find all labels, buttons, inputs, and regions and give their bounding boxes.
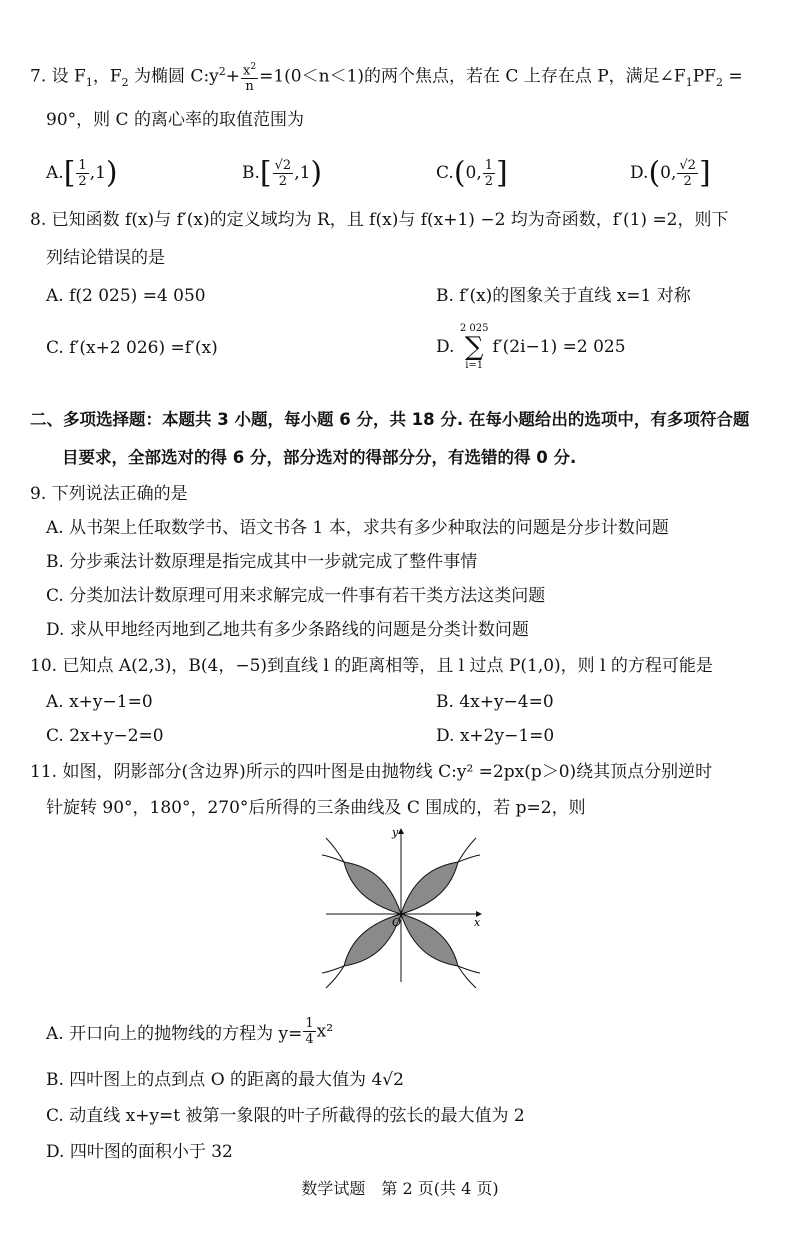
q10-option-b: B. 4x+y−4=0 — [436, 692, 554, 712]
q9-stem: 9. 下列说法正确的是 — [30, 484, 188, 504]
q8-option-c: C. f′(x+2 026) =f′(x) — [46, 338, 218, 358]
q9-option-b: B. 分步乘法计数原理是指完成其中一步就完成了整件事情 — [46, 552, 478, 572]
q7-option-b: B.[ $\frac{√2}{2}$ ,1) — [242, 155, 323, 191]
q8-option-a: A. f(2 025) =4 050 — [46, 286, 206, 306]
q11-option-b: B. 四叶图上的点到点 O 的距离的最大值为 4√2 — [46, 1070, 404, 1090]
q11-line2: 针旋转 90°，180°，270°后所得的三条曲线及 C 围成的，若 p=2，则 — [46, 798, 586, 818]
leaf-fourth-quadrant — [401, 914, 458, 966]
q11-line1: 11. 如图，阴影部分(含边界)所示的四叶图是由抛物线 C:y² =2px(p＞0)绕其顶点分别逆时 — [30, 762, 713, 782]
q11-option-a: A. 开口向上的抛物线的方程为 y= $\frac{1}{4}$ x² — [46, 1016, 334, 1047]
section2-heading-line2: 目要求，全部选对的得 6 分，部分选对的得部分分，有选错的得 0 分. — [62, 448, 577, 467]
origin-label: O — [392, 916, 402, 929]
q7-line1: 7. 设 $F_1$，$F_2$ 为椭圆 $C:y^2+$ $\frac{x^2}{n}$ =1(0＜n＜1)的两个焦点，若在 C 上存在点 P，满足$\angle F_1PF_2$ = — [30, 62, 743, 95]
q9-option-a: A. 从书架上任取数学书、语文书各 1 本，求共有多少种取法的问题是分步计数问题 — [46, 518, 669, 538]
q7-option-c: C.(0, $\frac{1}{2}$ ] — [436, 155, 508, 191]
y-axis-arrow — [398, 828, 404, 834]
q7-option-a: A.[ $\frac{1}{2}$ ,1) — [46, 155, 118, 191]
q7-text-e: PF — [692, 66, 716, 87]
q10-option-d: D. x+2y−1=0 — [436, 726, 555, 746]
q7-line2: 90°，则 C 的离心率的取值范围为 — [46, 110, 304, 130]
q10-option-a: A. x+y−1=0 — [46, 692, 153, 712]
curve-tail — [458, 966, 480, 973]
q7-text-b: ，F — [92, 66, 122, 87]
q8-line1: 8. 已知函数 f(x)与 f′(x)的定义域均为 R，且 f(x)与 f(x+1) −2 均为奇函数，f′(1) =2，则下 — [30, 210, 729, 230]
x-axis-label: x — [474, 916, 481, 929]
leaf-first-quadrant — [401, 862, 458, 914]
section2-heading-line1: 二、多项选择题：本题共 3 小题，每小题 6 分，共 18 分. 在每小题给出的选项中，有多项符合题 — [30, 410, 750, 429]
q7-text-f: = — [722, 66, 743, 87]
q7-text-d: =1(0＜n＜1)的两个焦点，若在 C 上存在点 P，满足∠F — [259, 66, 686, 87]
leaf-second-quadrant — [344, 862, 401, 914]
q8-line2: 列结论错误的是 — [46, 248, 165, 268]
q11-option-d: D. 四叶图的面积小于 32 — [46, 1142, 233, 1162]
q8-option-b: B. f′(x)的图象关于直线 x=1 对称 — [436, 286, 691, 306]
four-leaf-figure — [318, 822, 484, 992]
page-footer: 数学试题 第 2 页(共 4 页) — [301, 1179, 499, 1198]
q11-option-c: C. 动直线 x+y=t 被第一象限的叶子所截得的弦长的最大值为 2 — [46, 1106, 525, 1126]
summation-symbol: 2 025 ∑ i=1 — [459, 323, 489, 371]
q7-fraction: $\frac{x^2}{n}$ — [243, 62, 257, 95]
q9-option-d: D. 求从甲地经丙地到乙地共有多少条路线的问题是分类计数问题 — [46, 620, 529, 640]
q7-text-c: 为椭圆 C:y — [128, 66, 219, 87]
q7-option-d: D.(0, $\frac{√2}{2}$ ] — [630, 155, 711, 191]
q10-stem: 10. 已知点 A(2,3)，B(4，−5)到直线 l 的距离相等，且 l 过点 P(1,0)，则 l 的方程可能是 — [30, 656, 713, 676]
curve-tail — [322, 966, 344, 973]
y-axis-label: y — [392, 826, 399, 839]
q8-option-d: D. 2 025 ∑ i=1 f′(2i−1) =2 025 — [436, 323, 626, 371]
q9-option-c: C. 分类加法计数原理可用来求解完成一件事有若干类方法这类问题 — [46, 586, 546, 606]
q7-text-a: 7. 设 F — [30, 66, 86, 87]
q10-option-c: C. 2x+y−2=0 — [46, 726, 164, 746]
